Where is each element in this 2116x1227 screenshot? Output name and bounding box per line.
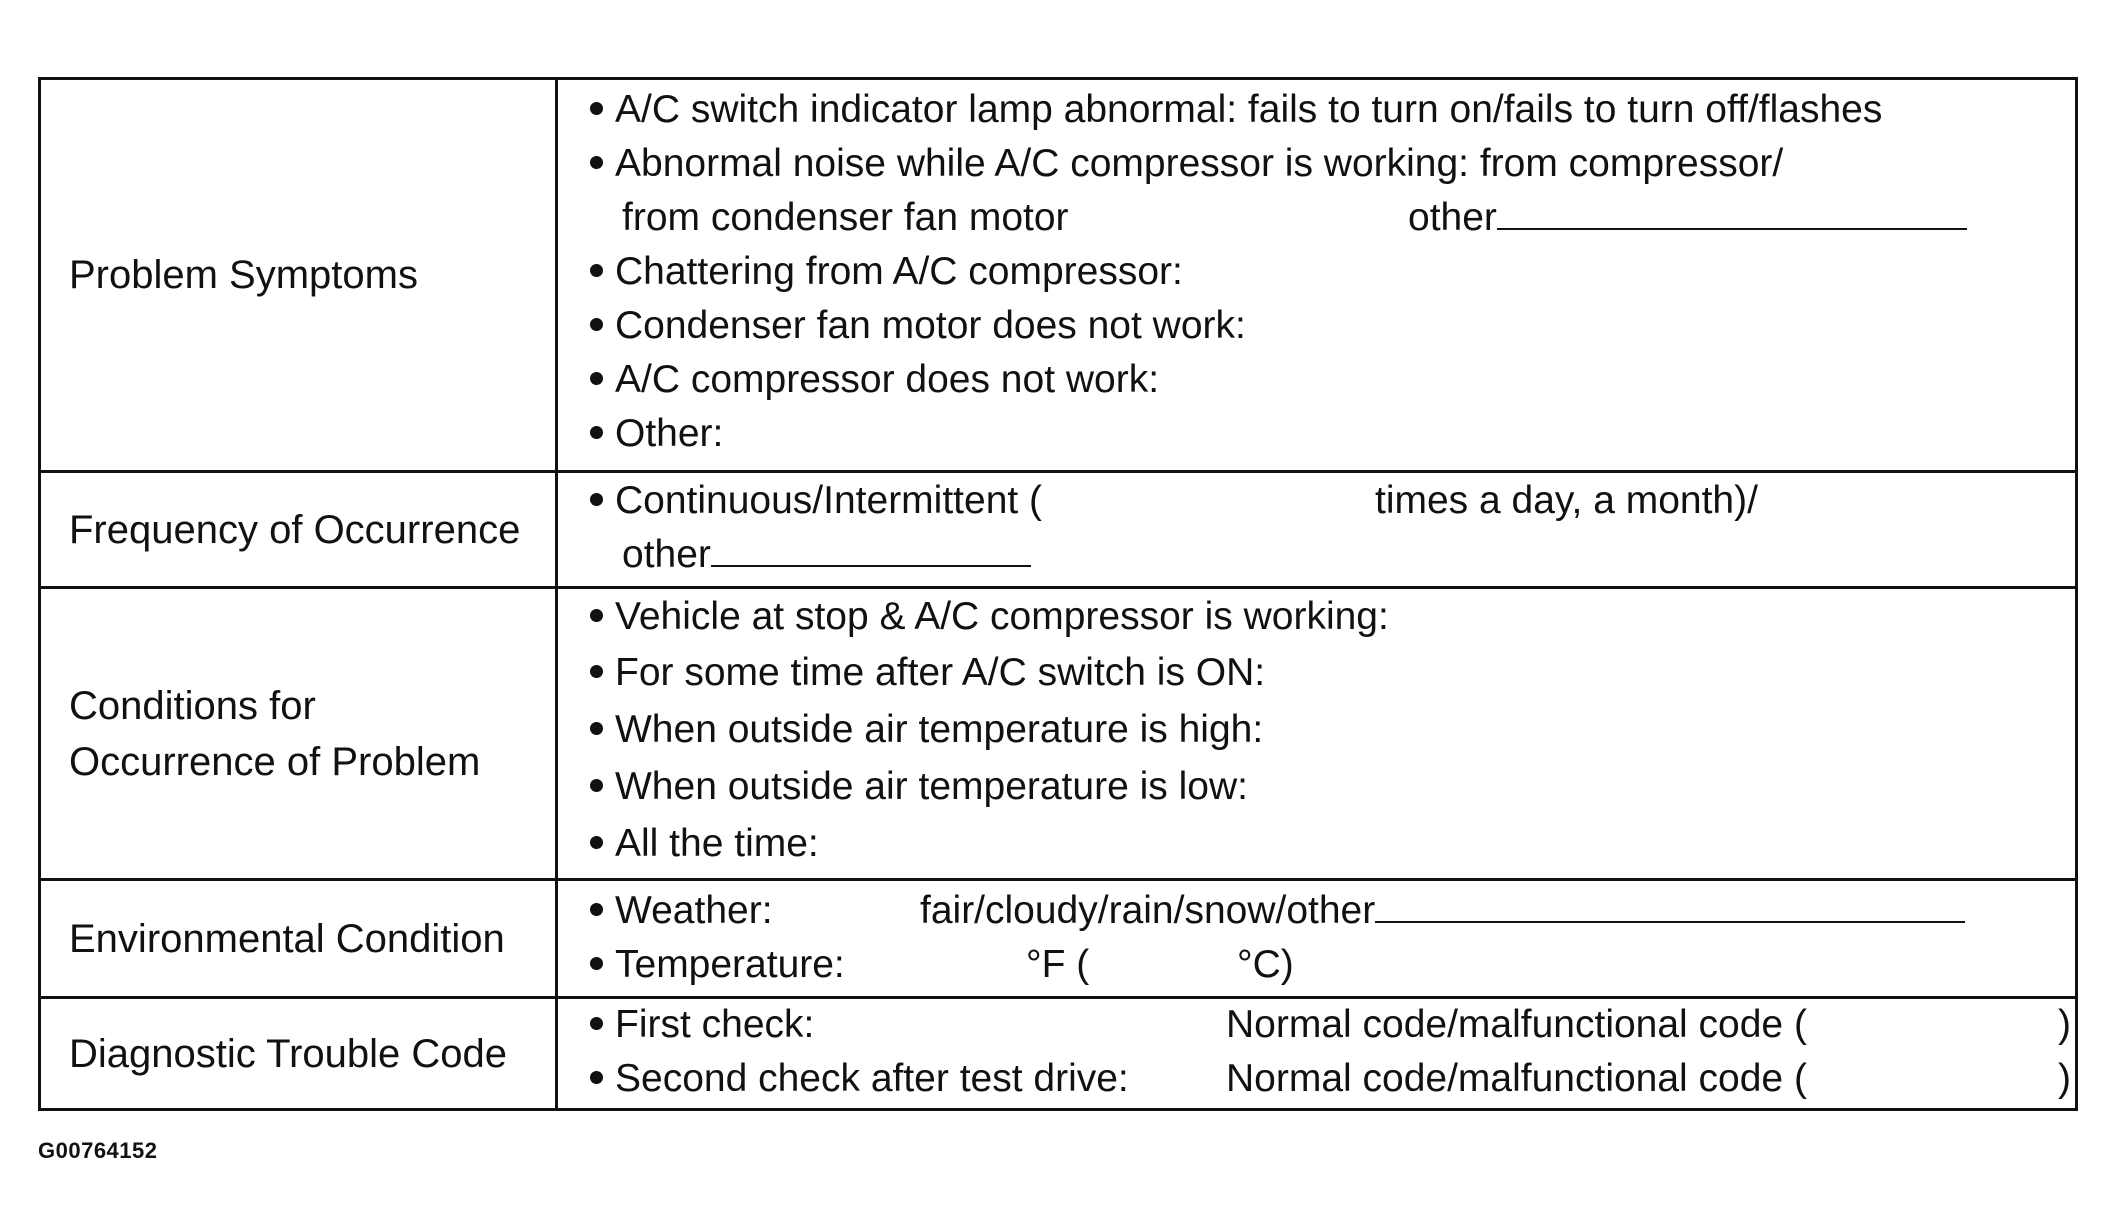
label-problem-symptoms: Problem Symptoms	[41, 80, 558, 470]
label-frequency: Frequency of Occurrence	[41, 473, 558, 586]
symptom-item: Condenser fan motor does not work:	[590, 302, 1246, 350]
condition-item: When outside air temperature is low:	[590, 763, 1248, 811]
dtc-second-close: )	[2058, 1057, 2071, 1100]
symptom-other-field[interactable]: other	[1408, 194, 1967, 242]
dtc-second-check: Second check after test drive:	[590, 1055, 1129, 1103]
blank-line[interactable]	[1497, 198, 1967, 230]
symptom-item: A/C switch indicator lamp abnormal: fails to turn on/fails to turn off/flashes	[590, 86, 1882, 134]
bullet-icon	[590, 1071, 603, 1084]
condition-item: For some time after A/C switch is ON:	[590, 649, 1265, 697]
bullet-icon	[590, 957, 603, 970]
row-problem-symptoms	[41, 80, 2075, 470]
bullet-icon	[590, 493, 603, 506]
dtc-second-code[interactable]: Normal code/malfunctional code (	[1226, 1057, 1807, 1100]
bullet-icon	[590, 318, 603, 331]
frequency-item: Continuous/Intermittent (	[590, 477, 1042, 525]
bullet-icon	[590, 903, 603, 916]
bullet-icon	[590, 1017, 603, 1030]
row-environment	[41, 878, 2075, 996]
symptom-item: A/C compressor does not work:	[590, 356, 1159, 404]
condition-item: When outside air temperature is high:	[590, 706, 1263, 754]
content-dtc	[558, 999, 2075, 1108]
dtc-first-close: )	[2058, 1003, 2071, 1046]
diagnostic-inquiry-form	[38, 77, 2078, 1111]
frequency-other-field[interactable]: other	[622, 531, 1031, 579]
label-conditions-line1: Conditions for	[69, 683, 316, 728]
symptom-item: Chattering from A/C compressor:	[590, 248, 1183, 296]
row-frequency	[41, 470, 2075, 586]
bullet-icon	[590, 779, 603, 792]
temperature-f-field[interactable]: °F (	[1026, 943, 1090, 986]
bullet-icon	[590, 836, 603, 849]
condition-item: All the time:	[590, 820, 819, 868]
bullet-icon	[590, 722, 603, 735]
bullet-icon	[590, 102, 603, 115]
symptom-item: Abnormal noise while A/C compressor is working: from compressor/	[590, 140, 1783, 188]
label-conditions-line2: Occurrence of Problem	[69, 739, 481, 784]
temperature-item: Temperature:	[590, 941, 845, 989]
label-environment: Environmental Condition	[41, 881, 558, 996]
bullet-icon	[590, 609, 603, 622]
symptom-continuation: from condenser fan motor	[622, 196, 1069, 239]
row-dtc	[41, 996, 2075, 1108]
blank-line[interactable]	[1375, 891, 1965, 923]
weather-options-field[interactable]: fair/cloudy/rain/snow/other	[920, 887, 1965, 935]
blank-line[interactable]	[711, 535, 1031, 567]
temperature-c-field[interactable]: °C)	[1237, 943, 1294, 986]
bullet-icon	[590, 426, 603, 439]
content-environment	[558, 881, 2075, 996]
label-dtc: Diagnostic Trouble Code	[41, 999, 558, 1108]
symptom-item: Other:	[590, 410, 723, 458]
frequency-item-end: times a day, a month)/	[1375, 479, 1758, 522]
figure-code: G00764152	[38, 1138, 158, 1163]
bullet-icon	[590, 665, 603, 678]
row-conditions	[41, 586, 2075, 878]
bullet-icon	[590, 264, 603, 277]
content-frequency	[558, 473, 2075, 586]
dtc-first-code[interactable]: Normal code/malfunctional code (	[1226, 1003, 1807, 1046]
bullet-icon	[590, 156, 603, 169]
condition-item: Vehicle at stop & A/C compressor is working:	[590, 593, 1389, 641]
content-problem-symptoms	[558, 80, 2075, 470]
content-conditions	[558, 589, 2075, 878]
dtc-first-check: First check:	[590, 1001, 814, 1049]
weather-item: Weather:	[590, 887, 773, 935]
bullet-icon	[590, 372, 603, 385]
label-conditions	[41, 589, 558, 878]
